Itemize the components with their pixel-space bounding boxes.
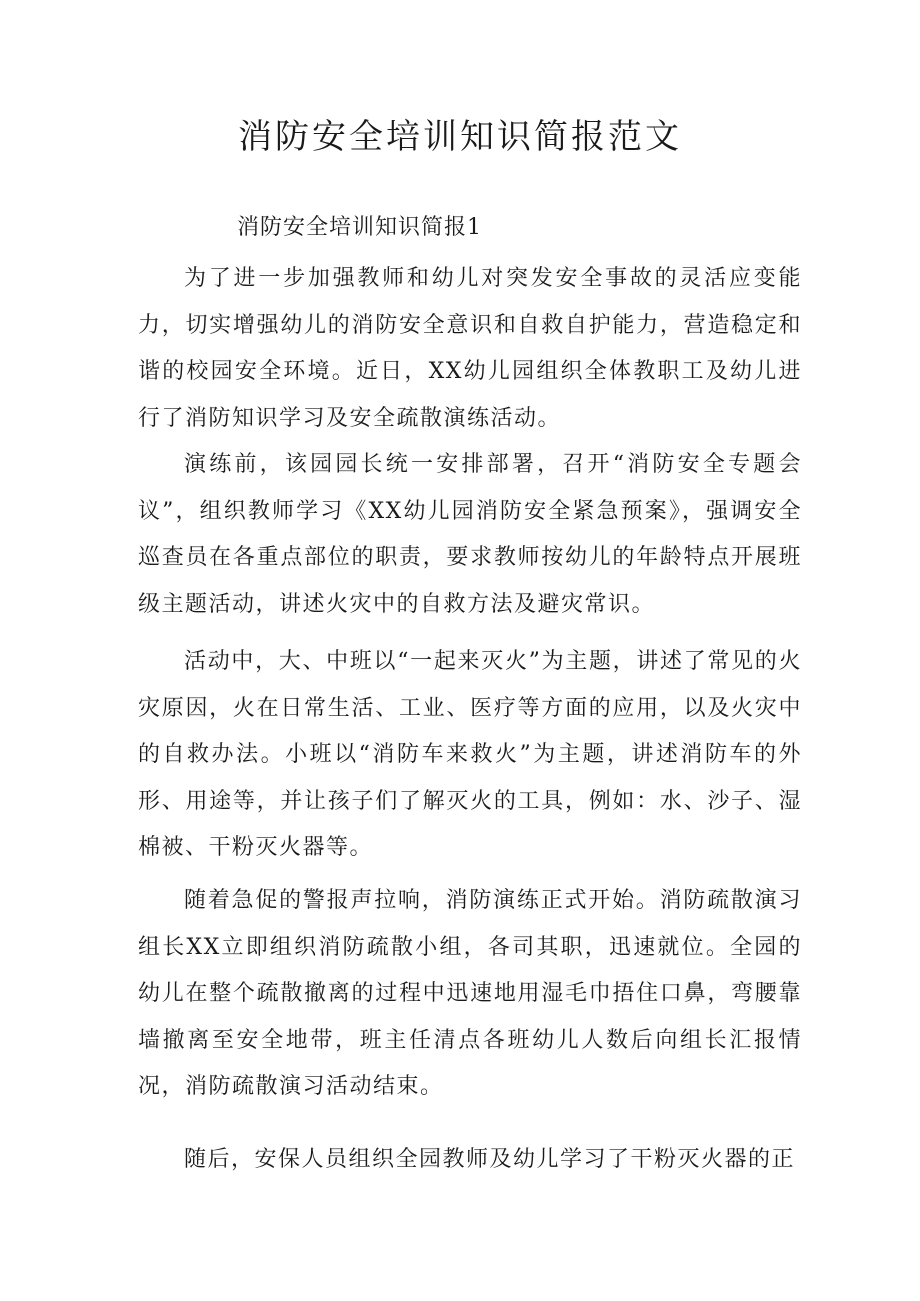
document-subtitle: 消防安全培训知识简报1 (237, 215, 482, 240)
paragraph-evacuation-drill: 随着急促的警报声拉响，消防演练正式开始。消防疏散演习组长XX立即组织消防疏散小组，各司其职，迅速就位。全园的幼儿在整个疏散撤离的过程中迅速地用湿毛巾捂住口鼻，弯腰靠墙撤离至安全地带，班主任清点各班幼儿人数后向组长汇报情况，消防疏散演习活动结束。 (138, 888, 802, 1099)
paragraph-intro: 为了进一步加强教师和幼儿对突发安全事故的灵活应变能力，切实增强幼儿的消防安全意识和自救自护能力，营造稳定和谐的校园安全环境。近日，XX幼儿园组织全体教职工及幼儿进行了消防知识学习及安全疏散演练活动。 (138, 266, 802, 431)
paragraph-preparation: 演练前，该园园长统一安排部署，召开“消防安全专题会议”，组织教师学习《XX幼儿园消防安全紧急预案》，强调安全巡查员在各重点部位的职责，要求教师按幼儿的年龄特点开展班级主题活动，讲述火灾中的自救方法及避灾常识。 (138, 452, 802, 617)
paragraph-extinguisher-training: 随后，安保人员组织全园教师及幼儿学习了干粉灭火器的正 (184, 1147, 796, 1172)
document-title: 消防安全培训知识简报范文 (238, 117, 682, 157)
paragraph-activities: 活动中，大、中班以“一起来灭火”为主题，讲述了常见的火灾原因，火在日常生活、工业、医疗等方面的应用，以及火灾中的自救办法。小班以“消防车来救火”为主题，讲述消防车的外形、用途等，并让孩子们了解灭火的工具，例如：水、沙子、湿棉被、干粉灭火器等。 (138, 649, 802, 860)
